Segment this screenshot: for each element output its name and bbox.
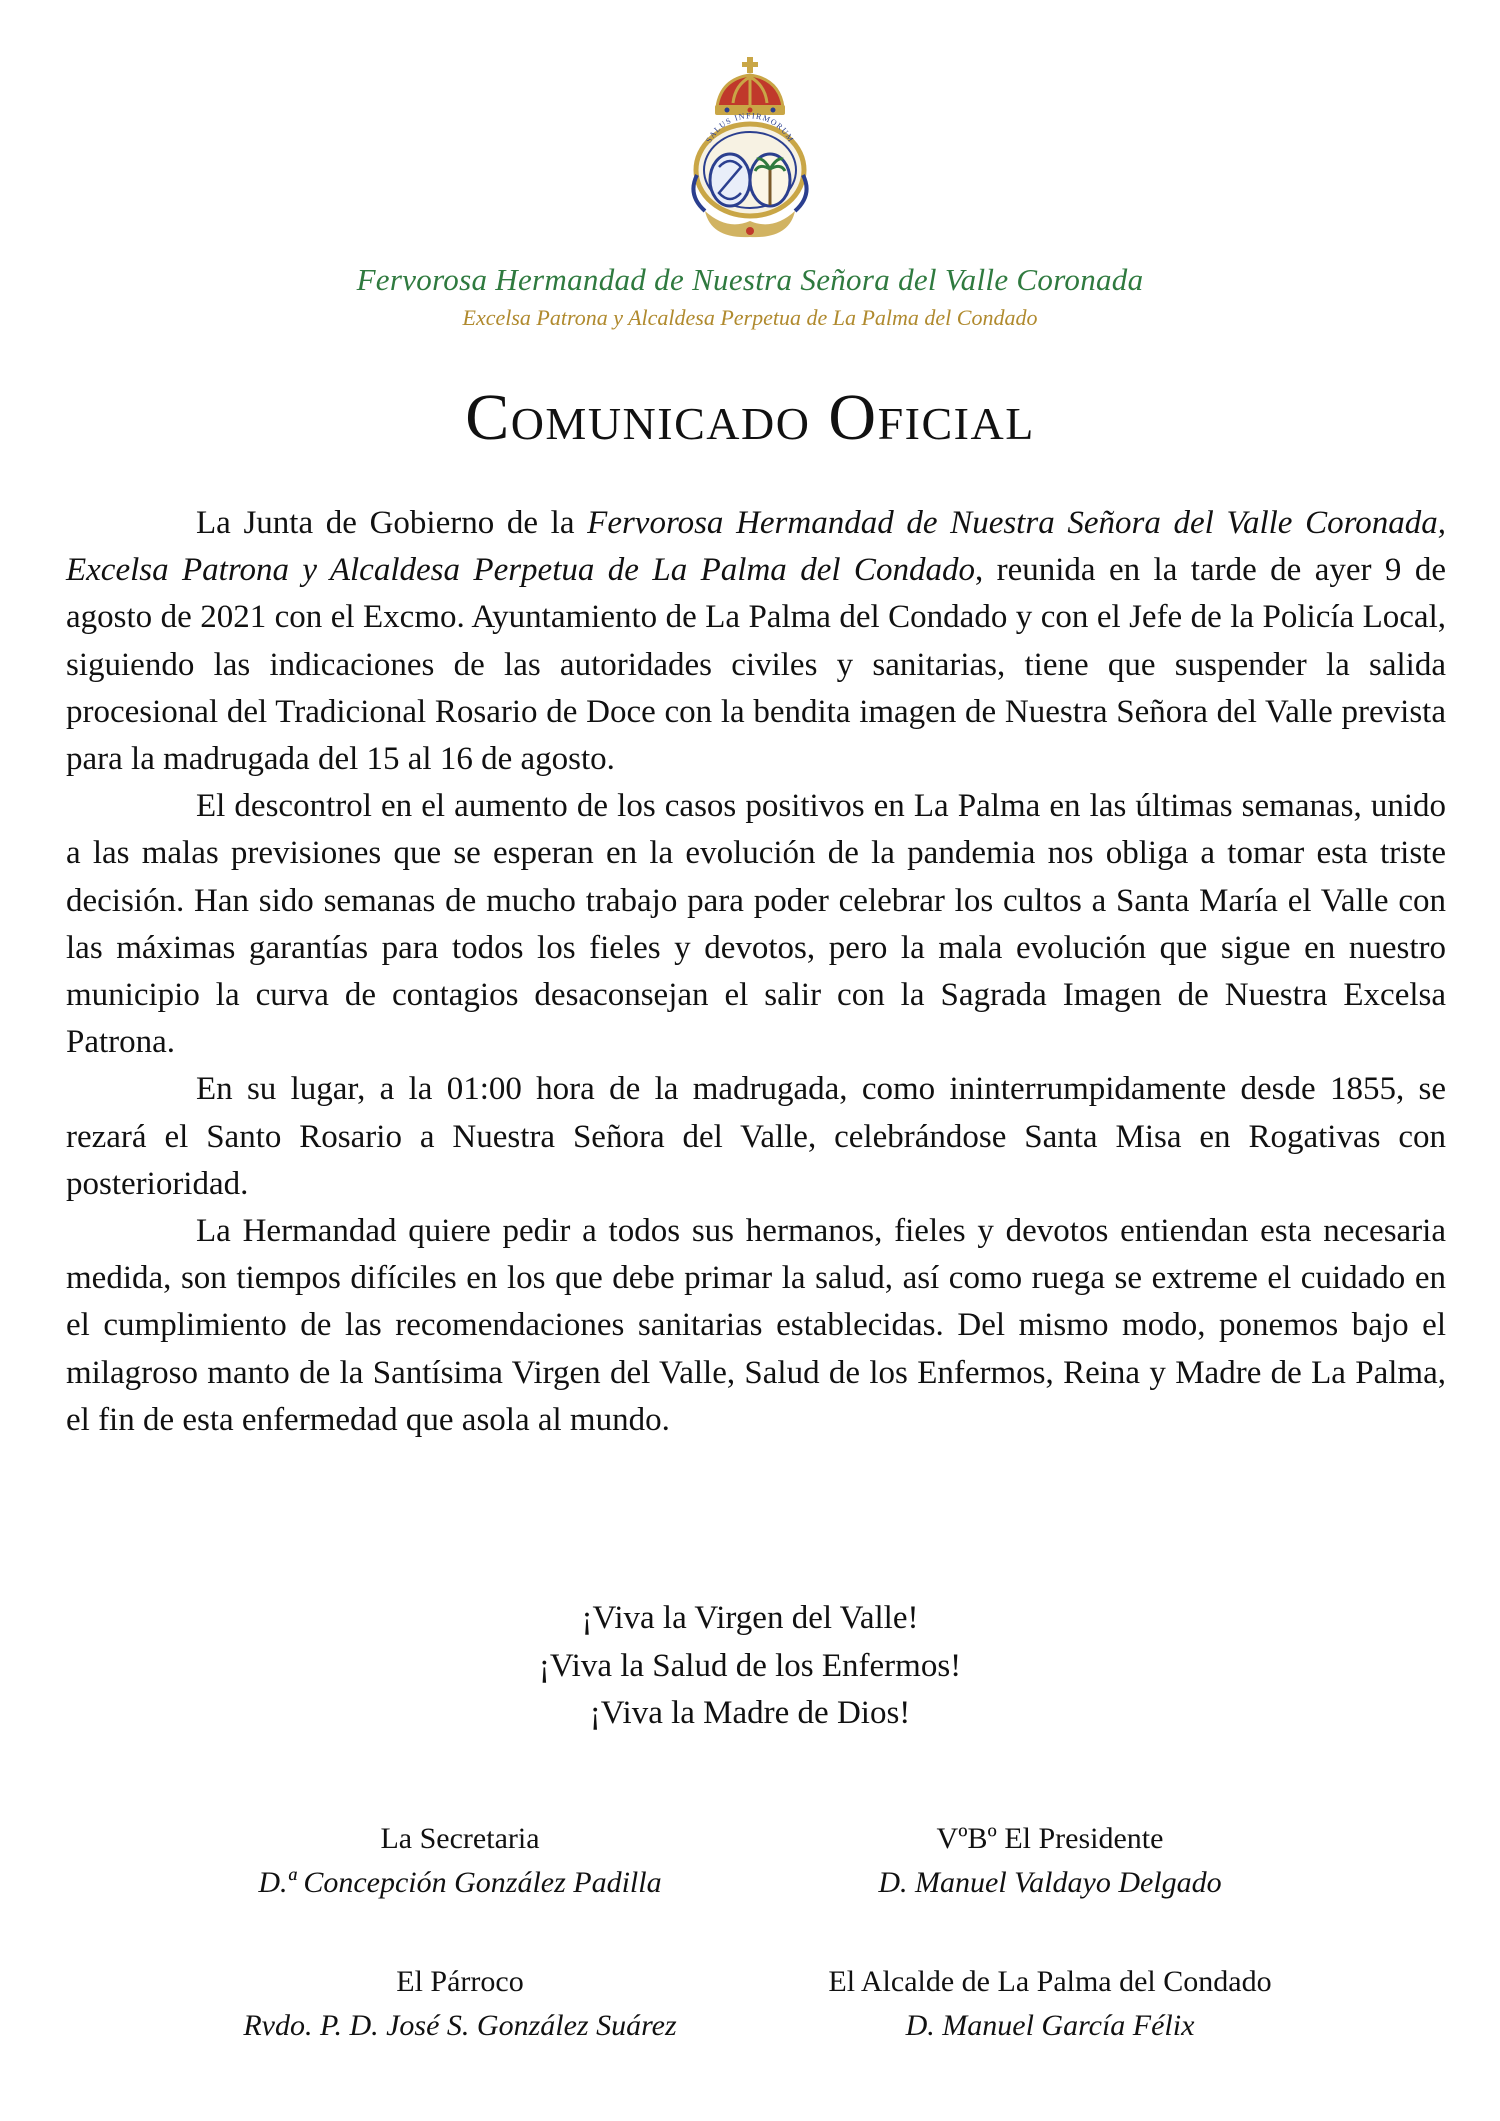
exclamation-1: ¡Viva la Virgen del Valle! [581,1600,919,1636]
paragraph-2: El descontrol en el aumento de los casos positivos en La Palma en las últimas semanas, unido a las malas previsiones que se esperan en la evolución de la pandemia nos obliga a tomar esta triste decisión. Han sido semanas de mucho trabajo para poder celebrar los cultos a Santa María el Valle con las máximas garantías para todos los fieles y devotos, pero la mala evolución que sigue en nuestro municipio la curva de contagios desaconsejan el salir con la Sagrada Imagen de Nuestra Excelsa Patrona. [66,788,1446,1061]
signature-name: D.ª Concepción González Padilla [258,1866,662,1899]
organization-subtitle: Excelsa Patrona y Alcaldesa Perpetua de La Palma del Condado [462,305,1038,330]
signature-name: D. Manuel Valdayo Delgado [878,1866,1222,1899]
signature-role: VºBº El Presidente [936,1822,1164,1855]
document-title: Comunicado Oficial [465,381,1035,454]
signature-role: El Párroco [396,1965,524,1998]
hermandad-crest-logo [677,55,823,245]
closing-exclamations [0,1595,1500,1738]
signature-name: Rvdo. P. D. José S. González Suárez [243,2009,677,2042]
signature-role: La Secretaria [380,1822,540,1855]
statement-body [66,500,1446,1444]
svg-text:SALUS INFIRMORUM: SALUS INFIRMORUM [704,111,796,145]
signature-name: D. Manuel García Félix [905,2009,1195,2042]
exclamation-3: ¡Viva la Madre de Dios! [589,1695,911,1731]
paragraph-1: La Junta de Gobierno de la Fervorosa Hermandad de Nuestra Señora del Valle Coronada, Excelsa Patrona y Alcaldesa Perpetua de La Palma del Condado, reunida en la tarde de ayer 9 de agosto de 2021 con el Excmo. Ayuntamiento de La Palma del Condado y con el Jefe de la Policía Local, siguiendo las indicaciones de las autoridades civiles y sanitarias, tiene que suspender la salida procesional del Tradicional Rosario de Doce con la bendita imagen de Nuestra Señora del Valle prevista para la madrugada del 15 al 16 de agosto. [66,505,1446,778]
signature-president [700,1817,1400,1905]
signature-mayor [700,1960,1400,2048]
exclamation-2: ¡Viva la Salud de los Enfermos! [538,1647,962,1684]
paragraph-4: La Hermandad quiere pedir a todos sus hermanos, fieles y devotos entiendan esta necesaria medida, son tiempos difíciles en los que debe primar la salud, así como ruega se extreme el cuidado en el cumplimiento de las recomendaciones sanitarias establecidas. Del mismo modo, ponemos bajo el milagroso manto de la Santísima Virgen del Valle, Salud de los Enfermos, Reina y Madre de La Palma, el fin de esta enfermedad que asola al mundo. [66,1213,1446,1438]
paragraph-3: En su lugar, a la 01:00 hora de la madrugada, como ininterrumpidamente desde 1855, se rezará el Santo Rosario a Nuestra Señora del Valle, celebrándose Santa Misa en Rogativas con posterioridad. [66,1071,1446,1202]
organization-name: Fervorosa Hermandad de Nuestra Señora del Valle Coronada [356,262,1144,297]
signature-role: El Alcalde de La Palma del Condado [828,1965,1272,1998]
